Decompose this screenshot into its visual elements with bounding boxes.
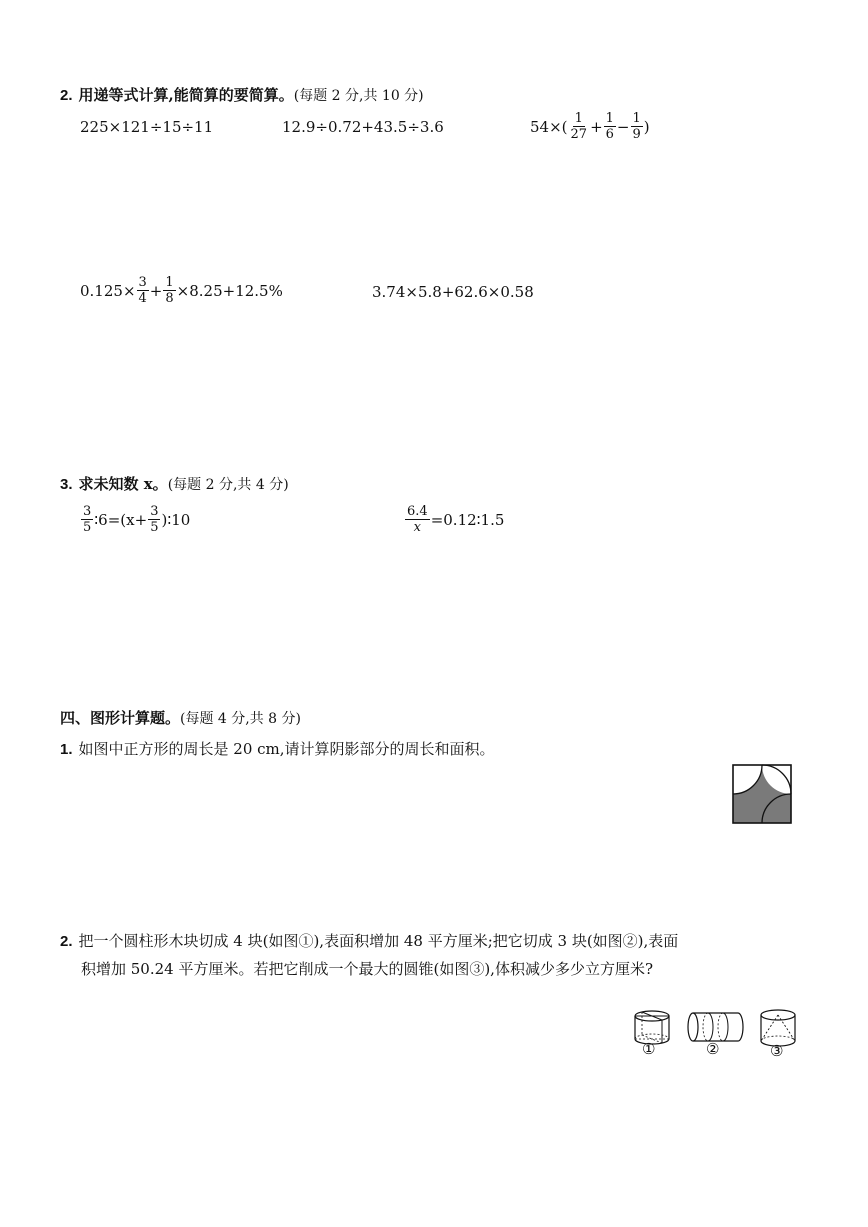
- q3-heading: [60, 473, 289, 494]
- numerator: 1: [632, 111, 641, 126]
- sec4-problem-2-line-1: [60, 930, 678, 951]
- fraction: [569, 112, 590, 141]
- fraction: [148, 505, 160, 534]
- figure-3-label: ③: [770, 1042, 784, 1060]
- cylinder-figure-2: [686, 1010, 746, 1044]
- sec4-note: (每题 4 分,共 8 分): [180, 711, 302, 727]
- sec4-problem-1: [60, 738, 495, 759]
- q2-expr-4-suffix: ×8.25+12.5%: [176, 281, 283, 300]
- numerator: 3: [83, 504, 92, 519]
- q2-expr-2-text: 12.9÷0.72+43.5÷3.6: [282, 118, 444, 136]
- problem-2-number: 2.: [60, 933, 73, 950]
- denominator: 5: [83, 520, 92, 535]
- q3-eq-1-suffix: )∶10: [161, 510, 191, 529]
- operator: −: [616, 117, 630, 136]
- figure-1-label: ①: [642, 1040, 656, 1058]
- q2-expr-5: [372, 283, 534, 301]
- q2-expr-1-text: 225×121÷15÷11: [80, 118, 214, 136]
- sec4-problem-2-line-2: [81, 958, 653, 979]
- operator: +: [149, 281, 163, 300]
- problem-2-line-2: 积增加 50.24 平方厘米。若把它削成一个最大的圆锥(如图③),体积减少多少立方厘米?: [81, 960, 653, 978]
- q2-heading: [60, 84, 424, 105]
- q3-number: 3.: [60, 476, 73, 493]
- figure-2-label: ②: [706, 1040, 720, 1058]
- denominator: x: [413, 520, 422, 535]
- fraction: [137, 276, 149, 305]
- numerator: 6.4: [407, 504, 428, 519]
- q3-eq-2: [404, 505, 504, 534]
- q2-expr-2: [282, 118, 444, 136]
- q2-expr-3-prefix: 54×(: [530, 117, 568, 136]
- q2-number: 2.: [60, 87, 73, 104]
- q2-expr-3-suffix: ): [643, 117, 650, 136]
- operator: +: [590, 117, 603, 136]
- numerator: 1: [574, 111, 583, 126]
- problem-2-line-1: 把一个圆柱形木块切成 4 块(如图①),表面积增加 48 平方厘米;把它切成 3 块(如图②),表面: [78, 932, 679, 950]
- q2-expr-4-prefix: 0.125×: [80, 281, 136, 300]
- denominator: 4: [138, 291, 147, 306]
- q2-expr-3: [530, 112, 650, 141]
- q3-eq-1: [80, 505, 190, 534]
- q2-expr-4: [80, 276, 283, 305]
- numerator: 1: [165, 275, 174, 290]
- problem-1-text: 如图中正方形的周长是 20 cm,请计算阴影部分的周长和面积。: [78, 740, 495, 758]
- numerator: 1: [605, 111, 614, 126]
- fraction: [405, 505, 430, 534]
- denominator: 9: [632, 127, 641, 142]
- q2-note: (每题 2 分,共 10 分): [293, 88, 424, 104]
- q3-eq-1-middle: ∶6=(x+: [94, 510, 148, 529]
- q2-title: 用递等式计算,能简算的要简算。: [78, 86, 294, 104]
- sec4-heading: [60, 707, 301, 728]
- denominator: 5: [150, 520, 159, 535]
- q2-expr-5-text: 3.74×5.8+62.6×0.58: [372, 283, 534, 301]
- denominator: 6: [605, 127, 614, 142]
- q2-expr-1: [80, 118, 213, 136]
- fraction: [631, 112, 643, 141]
- q3-title: 求未知数 x。: [78, 475, 168, 493]
- problem-1-number: 1.: [60, 741, 73, 758]
- fraction: [604, 112, 616, 141]
- fraction: [81, 505, 93, 534]
- square-shaded-figure: [732, 764, 792, 824]
- fraction: [163, 276, 175, 305]
- sec4-title: 四、图形计算题。: [60, 709, 181, 727]
- numerator: 3: [150, 504, 159, 519]
- denominator: 8: [165, 291, 174, 306]
- denominator: 27: [570, 127, 588, 142]
- q3-eq-2-suffix: =0.12∶1.5: [430, 510, 505, 529]
- numerator: 3: [138, 275, 147, 290]
- q3-note: (每题 2 分,共 4 分): [167, 477, 289, 493]
